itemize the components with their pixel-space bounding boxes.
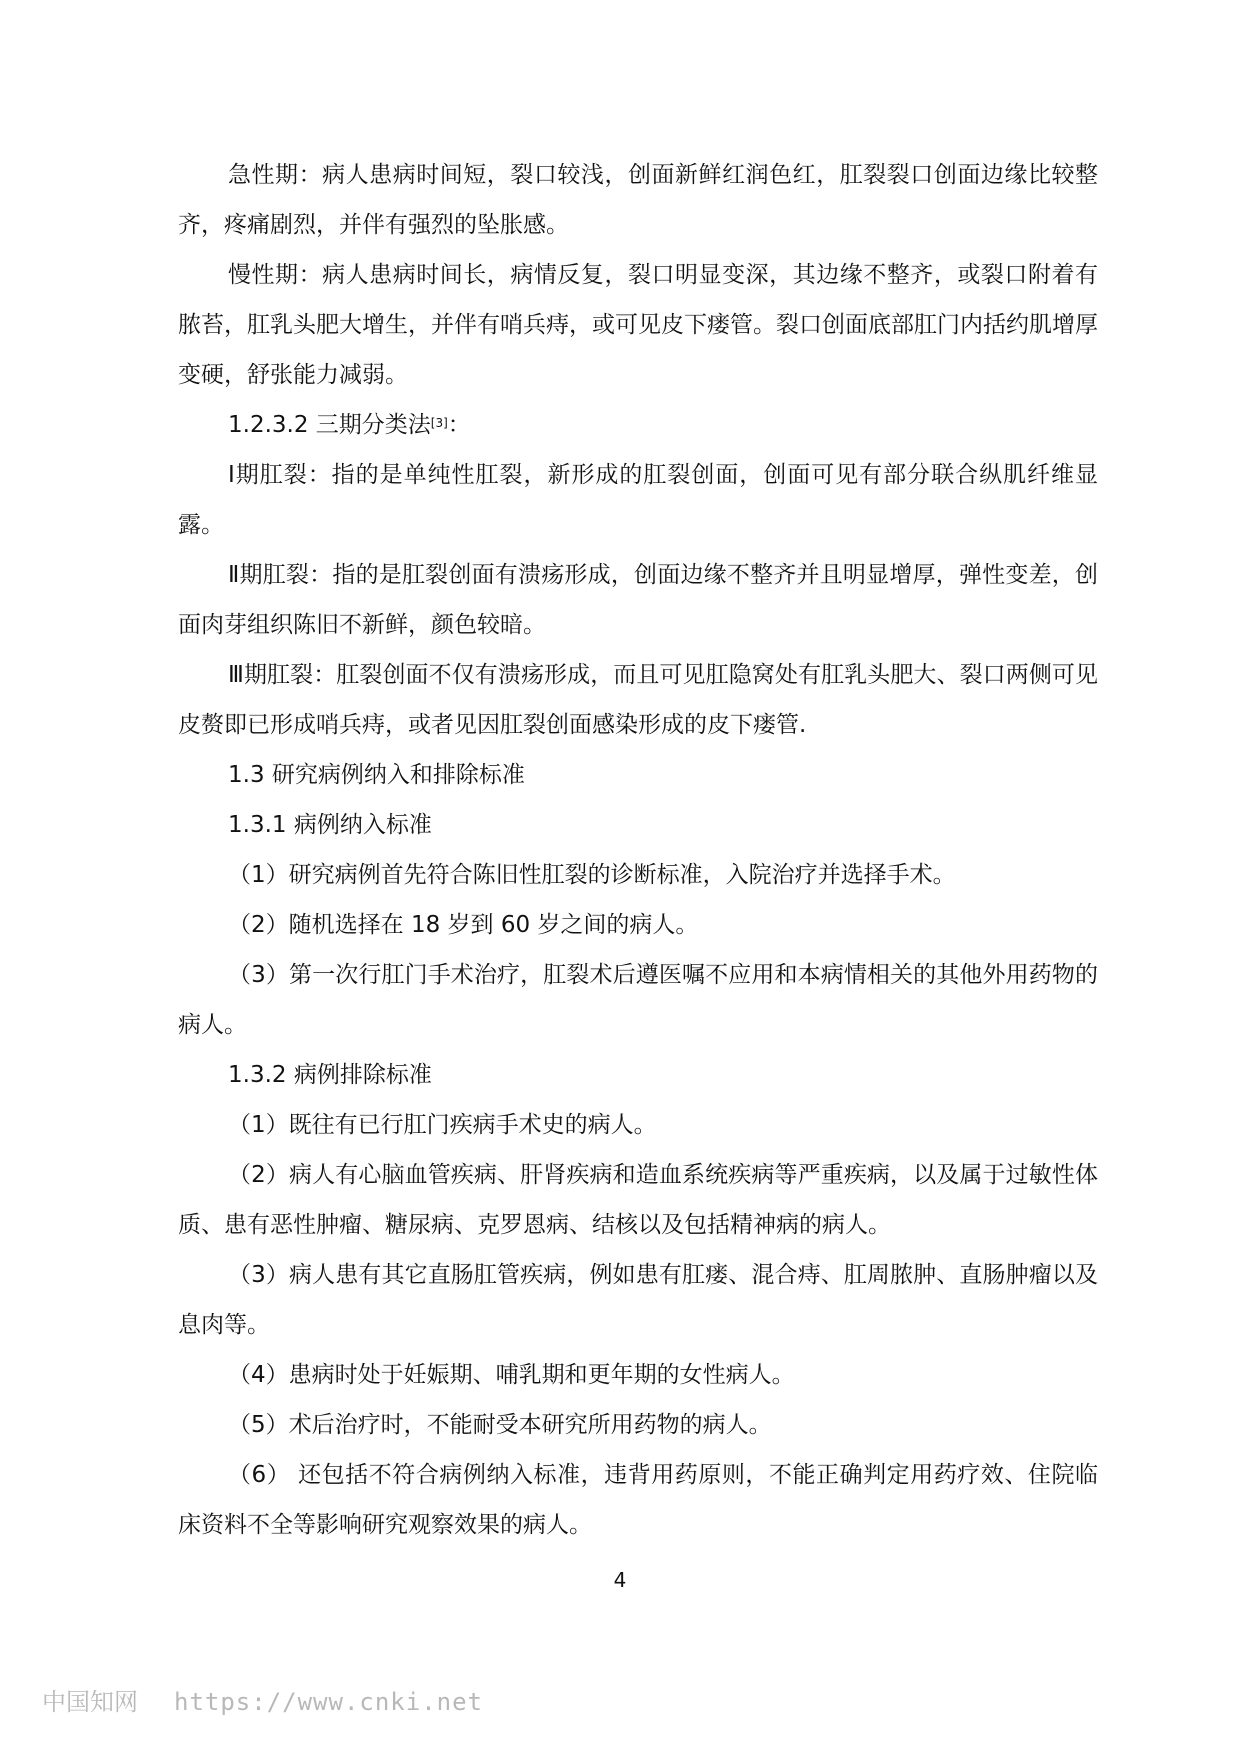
watermark-brand: 中国知网 <box>42 1688 138 1716</box>
exclusion-item: （4）患病时处于妊娠期、哺乳期和更年期的女性病人。 <box>228 1362 795 1388</box>
exclusion-item: （3）病人患有其它直肠肛管疾病，例如患有肛瘘、混合痔、肛周脓肿、直肠肿瘤以及息肉等。 <box>178 1262 1098 1338</box>
exclusion-item: （1）既往有已行肛门疾病手术史的病人。 <box>228 1112 657 1138</box>
heading-three-stage-classification <box>178 400 1098 450</box>
exclusion-item: （2）病人有心脑血管疾病、肝肾疾病和造血系统疾病等严重疾病，以及属于过敏性体质、患有恶性肿瘤、糖尿病、克罗恩病、结核以及包括精神病的病人。 <box>178 1162 1098 1238</box>
page-number: 4 <box>613 1568 627 1592</box>
paragraph-stage-1: Ⅰ期肛裂：指的是单纯性肛裂，新形成的肛裂创面，创面可见有部分联合纵肌纤维显露。 <box>178 462 1098 538</box>
exclusion-item: （6） 还包括不符合病例纳入标准，违背用药原则，不能正确判定用药疗效、住院临床资料不全等影响研究观察效果的病人。 <box>178 1462 1098 1538</box>
heading-inclusion-exclusion: 1.3 研究病例纳入和排除标准 <box>228 762 525 788</box>
paragraph-stage-2: Ⅱ期肛裂：指的是肛裂创面有溃疡形成，创面边缘不整齐并且明显增厚，弹性变差，创面肉芽组织陈旧不新鲜，颜色较暗。 <box>178 562 1098 638</box>
paragraph-acute-stage: 急性期：病人患病时间短，裂口较浅，创面新鲜红润色红，肛裂裂口创面边缘比较整齐，疼痛剧烈，并伴有强烈的坠胀感。 <box>178 162 1098 238</box>
inclusion-item: （2）随机选择在 18 岁到 60 岁之间的病人。 <box>228 912 699 938</box>
inclusion-item: （1）研究病例首先符合陈旧性肛裂的诊断标准，入院治疗并选择手术。 <box>228 862 956 888</box>
heading-exclusion-criteria: 1.3.2 病例排除标准 <box>228 1062 432 1088</box>
watermark-url: https://www.cnki.net <box>174 1688 483 1716</box>
heading-inclusion-criteria: 1.3.1 病例纳入标准 <box>228 812 432 838</box>
inclusion-item: （3）第一次行肛门手术治疗，肛裂术后遵医嘱不应用和本病情相关的其他外用药物的病人。 <box>178 962 1098 1038</box>
exclusion-item: （5）术后治疗时，不能耐受本研究所用药物的病人。 <box>228 1412 772 1438</box>
citation-ref: [3] <box>430 416 448 430</box>
body-text <box>178 150 1098 1550</box>
heading-text: 1.2.3.2 三期分类法 <box>228 412 431 438</box>
cnki-watermark <box>42 1682 483 1717</box>
paragraph-chronic-stage: 慢性期：病人患病时间长，病情反复，裂口明显变深，其边缘不整齐，或裂口附着有脓苔，肛乳头肥大增生，并伴有哨兵痔，或可见皮下瘘管。裂口创面底部肛门内括约肌增厚变硬，舒张能力减弱。 <box>178 262 1098 388</box>
paragraph-stage-3: Ⅲ期肛裂：肛裂创面不仅有溃疡形成，而且可见肛隐窝处有肛乳头肥大、裂口两侧可见皮赘即已形成哨兵痔，或者见因肛裂创面感染形成的皮下瘘管. <box>178 662 1098 738</box>
heading-tail: ： <box>447 412 471 438</box>
